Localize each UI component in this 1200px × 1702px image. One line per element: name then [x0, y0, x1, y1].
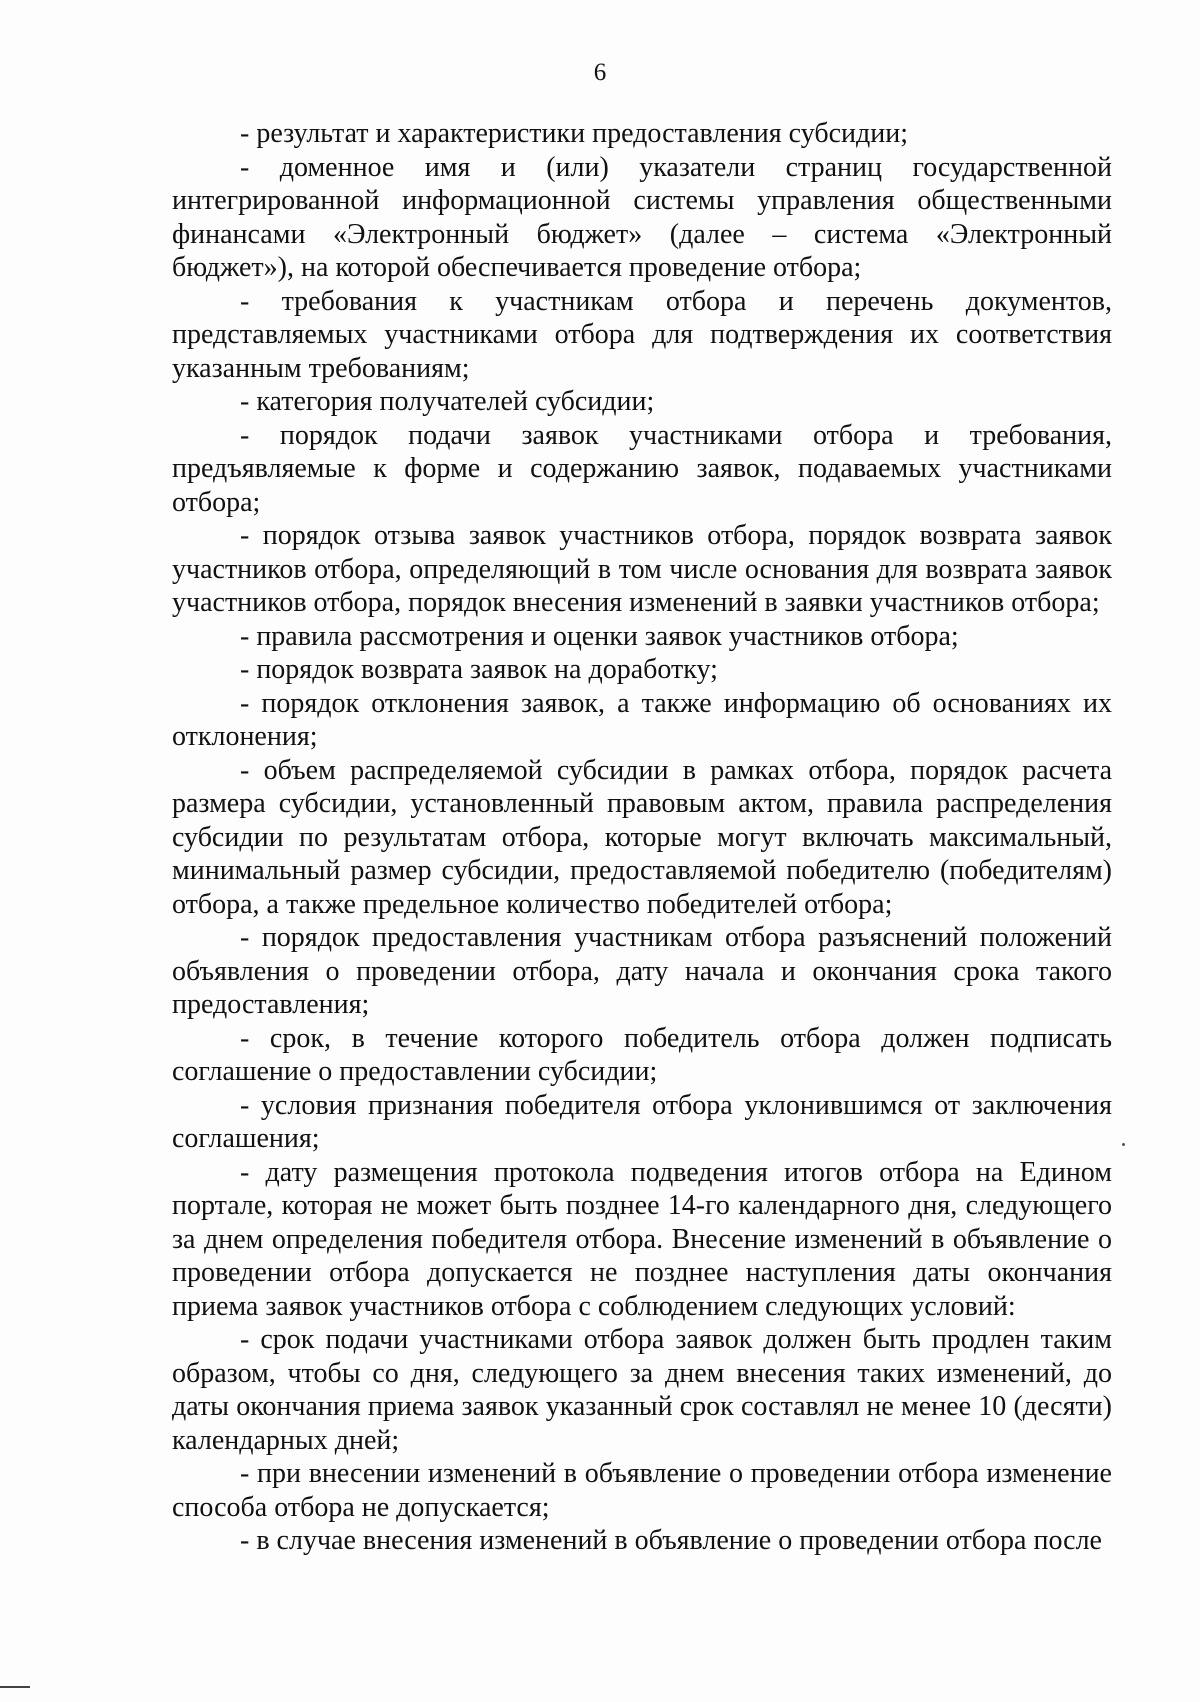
list-item: - результат и характеристики предоставления субсидии;	[240, 118, 908, 149]
scan-edge-mark	[0, 1686, 30, 1688]
page-number: 6	[593, 59, 607, 86]
list-item: - требования к участникам отбора и перечень документов, представляемых участниками отбора для подтверждения их соответствия указанным требованиям;	[172, 285, 1112, 384]
list-item: - условия признания победителя отбора уклонившимся от заключения соглашения;	[172, 1089, 1112, 1154]
scan-speck	[1122, 1143, 1125, 1146]
list-item: - порядок предоставления участникам отбора разъяснений положений объявления о проведении отбора, дату начала и окончания срока такого предоставления;	[172, 922, 1112, 1020]
list-item: - срок подачи участниками отбора заявок должен быть продлен таким образом, чтобы со дня, следующего за днем внесения таких изменений, до даты окончания приема заявок указанный срок составлял не менее 10 (десяти) календарных дней;	[172, 1324, 1112, 1456]
list-item: - в случае внесения изменений в объявление о проведении отбора после	[240, 1525, 1102, 1556]
list-item: - дату размещения протокола подведения итогов отбора на Едином портале, которая не может быть позднее 14-го календарного дня, следующего за днем определения победителя отбора. Внесение изменений в объявление о проведении отбора допускается не позднее наступления даты окончания приема заявок участников отбора с соблюдением следующих условий:	[172, 1156, 1112, 1322]
list-item: - доменное имя и (или) указатели страниц государственной интегрированной информационной системы управления общественными финансами «Электронный бюджет» (далее – система «Электронный бюджет»), на которой обеспечивается проведение отбора;	[172, 151, 1112, 283]
list-item: - объем распределяемой субсидии в рамках отбора, порядок расчета размера субсидии, установленный правовым актом, правила распределения субсидии по результатам отбора, которые могут включать максимальный, минимальный размер субсидии, предоставляемой победителю (победителям) отбора, а также предельное количество победителей отбора;	[172, 754, 1112, 920]
list-item: - при внесении изменений в объявление о проведении отбора изменение способа отбора не допускается;	[172, 1458, 1112, 1523]
list-item: - порядок отклонения заявок, а также информацию об основаниях их отклонения;	[172, 687, 1112, 752]
list-item: - порядок отзыва заявок участников отбора, порядок возврата заявок участников отбора, определяющий в том числе основания для возврата заявок участников отбора, порядок внесения изменений в заявки участников отбора;	[172, 520, 1112, 618]
document-body	[172, 117, 1112, 1558]
list-item: - порядок подачи заявок участниками отбора и требования, предъявляемые к форме и содержанию заявок, подаваемых участниками отбора;	[172, 419, 1112, 518]
list-item: - категория получателей субсидии;	[240, 386, 655, 417]
list-item: - порядок возврата заявок на доработку;	[240, 654, 718, 685]
list-item: - правила рассмотрения и оценки заявок участников отбора;	[240, 620, 959, 652]
list-item: - срок, в течение которого победитель отбора должен подписать соглашение о предоставлении субсидии;	[172, 1022, 1112, 1087]
